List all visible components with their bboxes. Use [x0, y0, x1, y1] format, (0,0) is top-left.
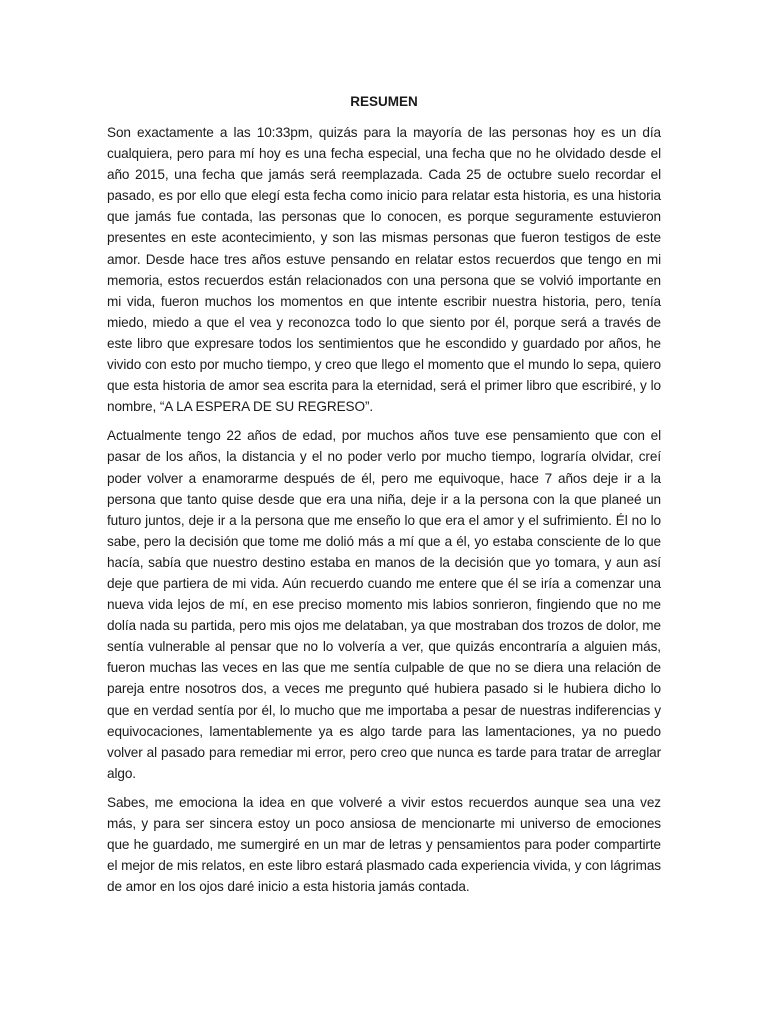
paragraph-1: Son exactamente a las 10:33pm, quizás para la mayoría de las personas hoy es un día cualquiera, pero para mí hoy es una fecha especial, una fecha que no he olvidado desde el año 2015, una fecha que jamás será reemplazada. Cada 25 de octubre suelo recordar el pasado, es por ello que elegí esta fecha como inicio para relatar esta historia, es una historia que jamás fue contada, las personas que lo conocen, es porque seguramente estuvieron presentes en este acontecimiento, y son las mismas personas que fueron testigos de este amor. Desde hace tres años estuve pensando en relatar estos recuerdos que tengo en mi memoria, estos recuerdos están relacionados con una persona que se volvió importante en mi vida, fueron muchos los momentos en que intente escribir nuestra historia, pero, tenía miedo, miedo a que el vea y reconozca todo lo que siento por él, porque será a través de este libro que expresare todos los sentimientos que he escondido y guardado por años, he vivido con esto por mucho tiempo, y creo que llego el momento que el mundo lo sepa, quiero que esta historia de amor sea escrita para la eternidad, será el primer libro que escribiré, y lo nombre, “A LA ESPERA DE SU REGRESO”.: [107, 125, 661, 415]
document-title: RESUMEN: [350, 94, 418, 109]
paragraph-2: Actualmente tengo 22 años de edad, por muchos años tuve ese pensamiento que con el pasar de los años, la distancia y el no poder verlo por mucho tiempo, lograría olvidar, creí poder volver a enamorarme después de él, pero me equivoque, hace 7 años deje ir a la persona que tanto quise desde que era una niña, deje ir a la persona con la que planeé un futuro juntos, deje ir a la persona que me enseño lo que era el amor y el sufrimiento. Él no lo sabe, pero la decisión que tome me dolió más a mí que a él, yo estaba consciente de lo que hacía, sabía que nuestro destino estaba en manos de la decisión que yo tomara, y aun así deje que partiera de mi vida. Aún recuerdo cuando me entere que él se iría a comenzar una nueva vida lejos de mí, en ese preciso momento mis labios sonrieron, fingiendo que no me dolía nada su partida, pero mis ojos me delataban, ya que mostraban dos trozos de dolor, me sentía vulnerable al pensar que no lo volvería a ver, que quizás encontraría a alguien más, fueron muchas las veces en las que me sentía culpable de que no se diera una relación de pareja entre nosotros dos, a veces me pregunto qué hubiera pasado si le hubiera dicho lo que en verdad sentía por él, lo mucho que me importaba a pesar de nuestras indiferencias y equivocaciones, lamentablemente ya es algo tarde para las lamentaciones, ya no puedo volver al pasado para remediar mi error, pero creo que nunca es tarde para tratar de arreglar algo.: [107, 428, 661, 781]
paragraph-3: Sabes, me emociona la idea en que volveré a vivir estos recuerdos aunque sea una vez más, y para ser sincera estoy un poco ansiosa de mencionarte mi universo de emociones que he guardado, me sumergiré en un mar de letras y pensamientos para poder compartirte el mejor de mis relatos, en este libro estará plasmado cada experiencia vivida, y con lágrimas de amor en los ojos daré inicio a esta historia jamás contada.: [107, 794, 661, 895]
document-page: [107, 92, 661, 905]
